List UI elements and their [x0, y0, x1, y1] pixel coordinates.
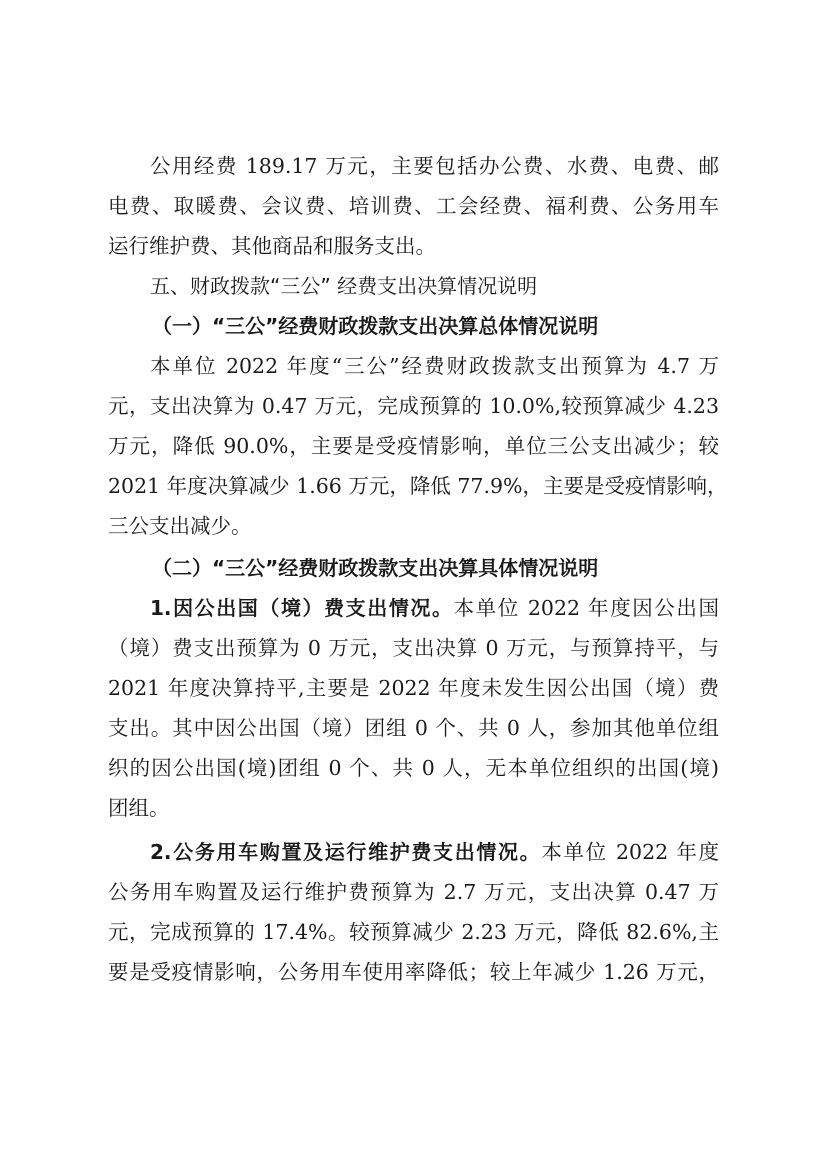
paragraph-3-line-1 — [150, 588, 719, 628]
paragraph-4-bold-lead: 2.公务用车购置及运行维护费支出情况。 — [150, 840, 542, 864]
paragraph-4-line-1 — [150, 832, 719, 872]
paragraph-3-line-5: 织的因公出国(境)团组 0 个、共 0 人，无本单位组织的出国(境) — [108, 756, 719, 780]
paragraph-1-line-3: 运行维护费、其他商品和服务支出。 — [108, 234, 436, 258]
paragraph-1-line-2: 电费、取暖费、会议费、培训费、工会经费、福利费、公务用车 — [108, 194, 719, 218]
paragraph-1-line-1: 公用经费 189.17 万元，主要包括办公费、水费、电费、邮 — [150, 154, 719, 178]
paragraph-2-line-5: 三公支出减少。 — [108, 514, 252, 538]
paragraph-3-line-3: 2021 年度决算持平,主要是 2022 年度未发生因公出国（境）费 — [108, 676, 719, 700]
section-5-heading: 五、财政拨款“三公” 经费支出决算情况说明 — [150, 274, 538, 298]
paragraph-4-line-1-text: 本单位 2022 年度 — [541, 840, 719, 864]
paragraph-2-line-2: 元，支出决算为 0.47 万元，完成预算的 10.0%,较预算减少 4.23 — [108, 394, 719, 418]
paragraph-4-line-3: 元，完成预算的 17.4%。较预算减少 2.23 万元，降低 82.6%,主 — [108, 920, 719, 944]
subsection-1-heading: （一）“三公”经费财政拨款支出决算总体情况说明 — [152, 314, 599, 338]
paragraph-4-line-2: 公务用车购置及运行维护费预算为 2.7 万元，支出决算 0.47 万 — [108, 880, 719, 904]
paragraph-2-line-4: 2021 年度决算减少 1.66 万元，降低 77.9%，主要是受疫情影响， — [108, 474, 728, 498]
paragraph-3-line-4: 支出。其中因公出国（境）团组 0 个、共 0 人，参加其他单位组 — [108, 716, 719, 740]
paragraph-3-bold-lead: 1.因公出国（境）费支出情况。 — [150, 596, 454, 620]
paragraph-4-line-4: 要是受疫情影响，公务用车使用率降低；较上年减少 1.26 万元， — [108, 960, 719, 984]
subsection-2-heading: （二）“三公”经费财政拨款支出决算具体情况说明 — [152, 556, 599, 580]
paragraph-3-line-6: 团组。 — [108, 796, 170, 820]
paragraph-3-line-1-text: 本单位 2022 年度因公出国 — [453, 596, 720, 620]
paragraph-3-line-2: （境）费支出预算为 0 万元，支出决算 0 万元，与预算持平，与 — [108, 636, 719, 660]
paragraph-2-line-1: 本单位 2022 年度“三公”经费财政拨款支出预算为 4.7 万 — [150, 354, 719, 378]
paragraph-2-line-3: 万元，降低 90.0%，主要是受疫情影响，单位三公支出减少；较 — [108, 434, 719, 458]
